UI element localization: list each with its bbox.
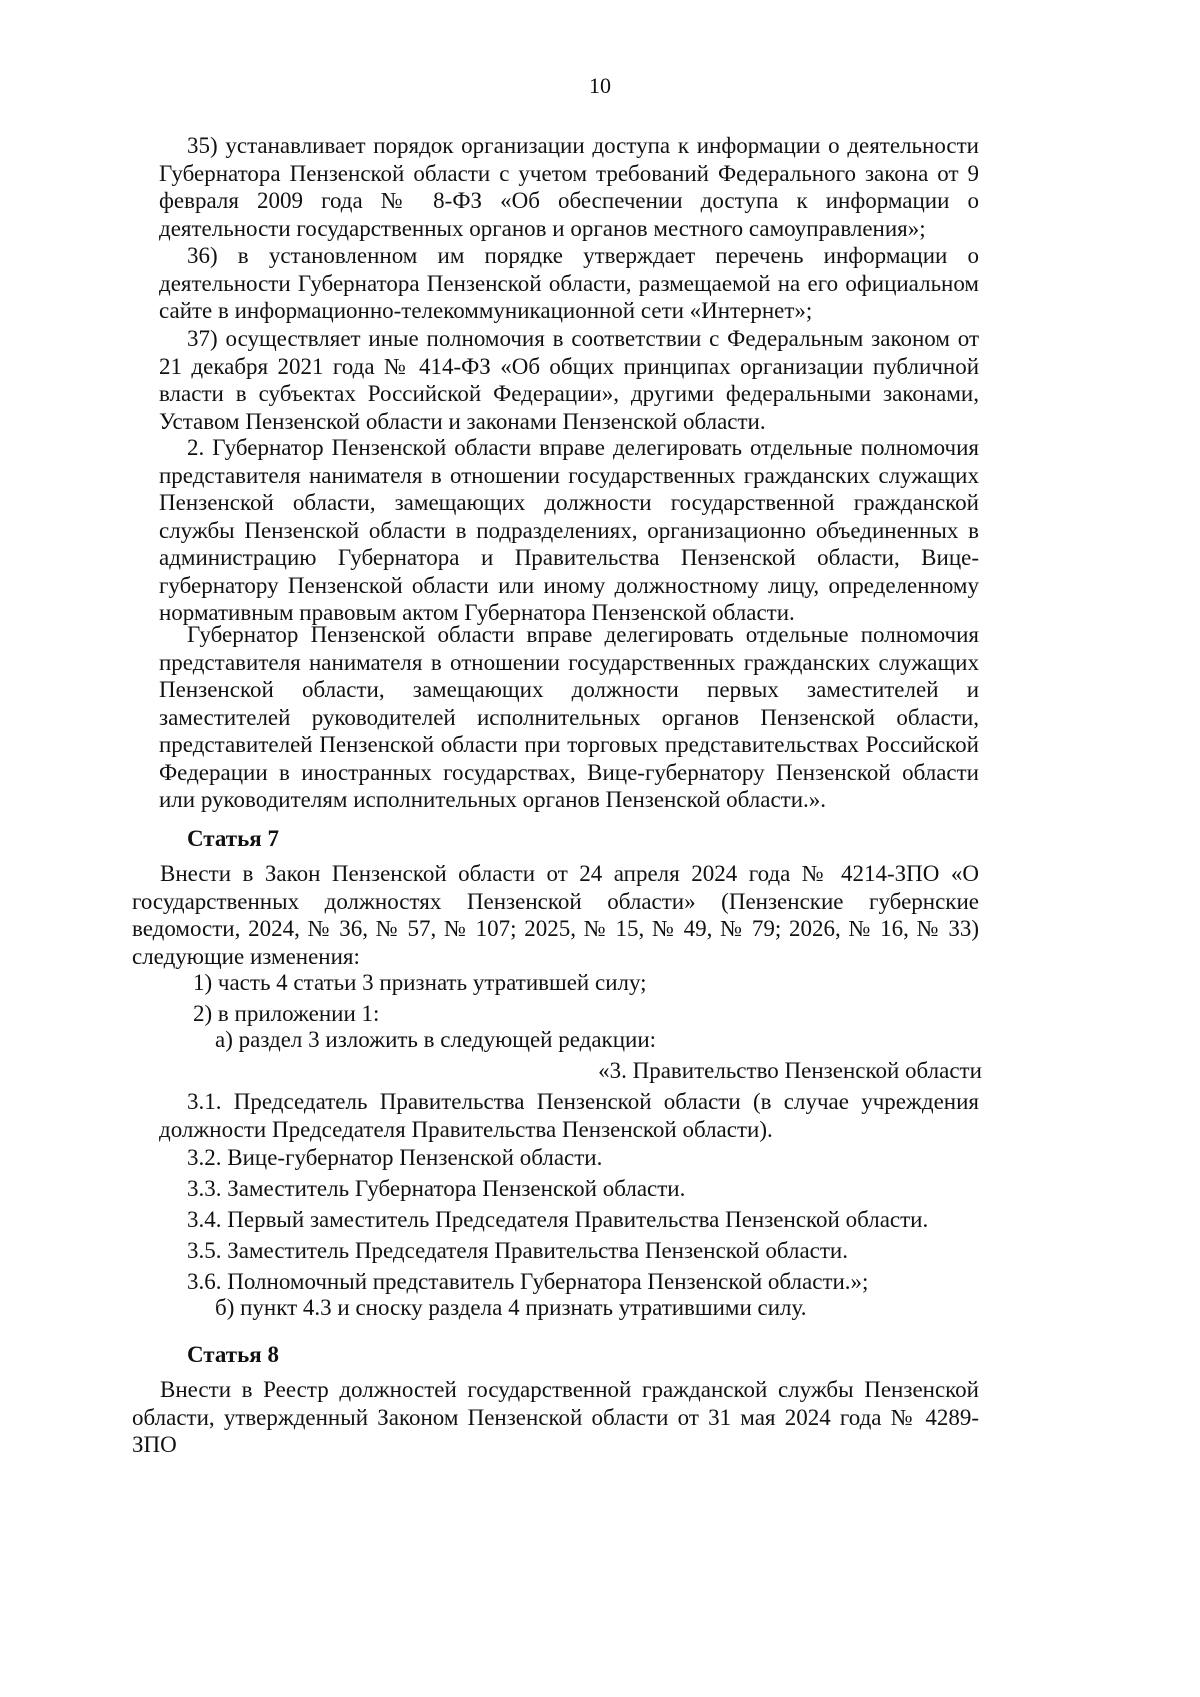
section-3-1: 3.1. Председатель Правительства Пензенской области (в случае учреждения должности Председателя Правительства Пензенской области). bbox=[159, 1089, 979, 1142]
section-3-2: 3.2. Вице-губернатор Пензенской области. bbox=[187, 1145, 603, 1170]
article-7-item-2b: б) пункт 4.3 и сноску раздела 4 признать утратившими силу. bbox=[215, 1295, 807, 1320]
section-3-4: 3.4. Первый заместитель Председателя Правительства Пензенской области. bbox=[187, 1207, 929, 1232]
section-3-3: 3.3. Заместитель Губернатора Пензенской области. bbox=[187, 1176, 686, 1201]
paragraph-governor-delegation: Губернатор Пензенской области вправе делегировать отдельные полномочия представителя нанимателя в отношении государственных гражданских служащих Пензенской области, замещающих должности первых заместителей и заместителей руководителей исполнительных органов Пензенской области, представителей Пензенской области при торговых представительствах Российской Федерации в иностранных государствах, Вице-губернатору Пензенской области или руководителям исполнительных органов Пензенской области.». bbox=[159, 622, 979, 812]
article-7-intro: Внести в Закон Пензенской области от 24 апреля 2024 года № 4214-ЗПО «О государственных должностях Пензенской области» (Пензенские губернские ведомости, 2024, № 36, № 57, № 107; 2025, № 15, № 49, № 79; 2026, № 16, № 33) следующие изменения: bbox=[132, 861, 979, 969]
paragraph-item-35: 35) устанавливает порядок организации доступа к информации о деятельности Губернатора Пензенской области с учетом требований Федерального закона от 9 февраля 2009 года № 8-ФЗ «Об обеспечении доступа к информации о деятельности государственных органов и органов местного самоуправления»; bbox=[159, 133, 979, 241]
article-8-intro: Внести в Реестр должностей государственной гражданской службы Пензенской области, утвержденный Законом Пензенской области от 31 мая 2024 года № 4289-ЗПО bbox=[132, 1377, 979, 1457]
article-7-item-2a: а) раздел 3 изложить в следующей редакции: bbox=[215, 1027, 657, 1052]
article-7-heading: Статья 7 bbox=[187, 826, 279, 851]
article-7-item-2: 2) в приложении 1: bbox=[193, 1001, 380, 1026]
page-number: 10 bbox=[589, 73, 611, 98]
paragraph-item-36: 36) в установленном им порядке утверждает перечень информации о деятельности Губернатора Пензенской области, размещаемой на его официальном сайте в информационно-телекоммуникационной сети «Интернет»; bbox=[159, 243, 979, 323]
article-8-heading: Статья 8 bbox=[187, 1342, 279, 1367]
article-7-item-1: 1) часть 4 статьи 3 признать утратившей силу; bbox=[193, 970, 647, 995]
paragraph-part-2: 2. Губернатор Пензенской области вправе делегировать отдельные полномочия представителя нанимателя в отношении государственных гражданских служащих Пензенской области, замещающих должности государственной гражданской службы Пензенской области в подразделениях, организационно объединенных в администрацию Губернатора и Правительства Пензенской области, Вице-губернатору Пензенской области или иному должностному лицу, определенному нормативным правовым актом Губернатора Пензенской области. bbox=[159, 435, 979, 625]
paragraph-item-37: 37) осуществляет иные полномочия в соответствии с Федеральным законом от 21 декабря 2021 года № 414-ФЗ «Об общих принципах организации публичной власти в субъектах Российской Федерации», другими федеральными законами, Уставом Пензенской области и законами Пензенской области. bbox=[159, 326, 979, 434]
section-3-title: «3. Правительство Пензенской области bbox=[598, 1058, 982, 1083]
section-3-5: 3.5. Заместитель Председателя Правительства Пензенской области. bbox=[187, 1238, 848, 1263]
section-3-6: 3.6. Полномочный представитель Губернатора Пензенской области.»; bbox=[187, 1269, 869, 1294]
